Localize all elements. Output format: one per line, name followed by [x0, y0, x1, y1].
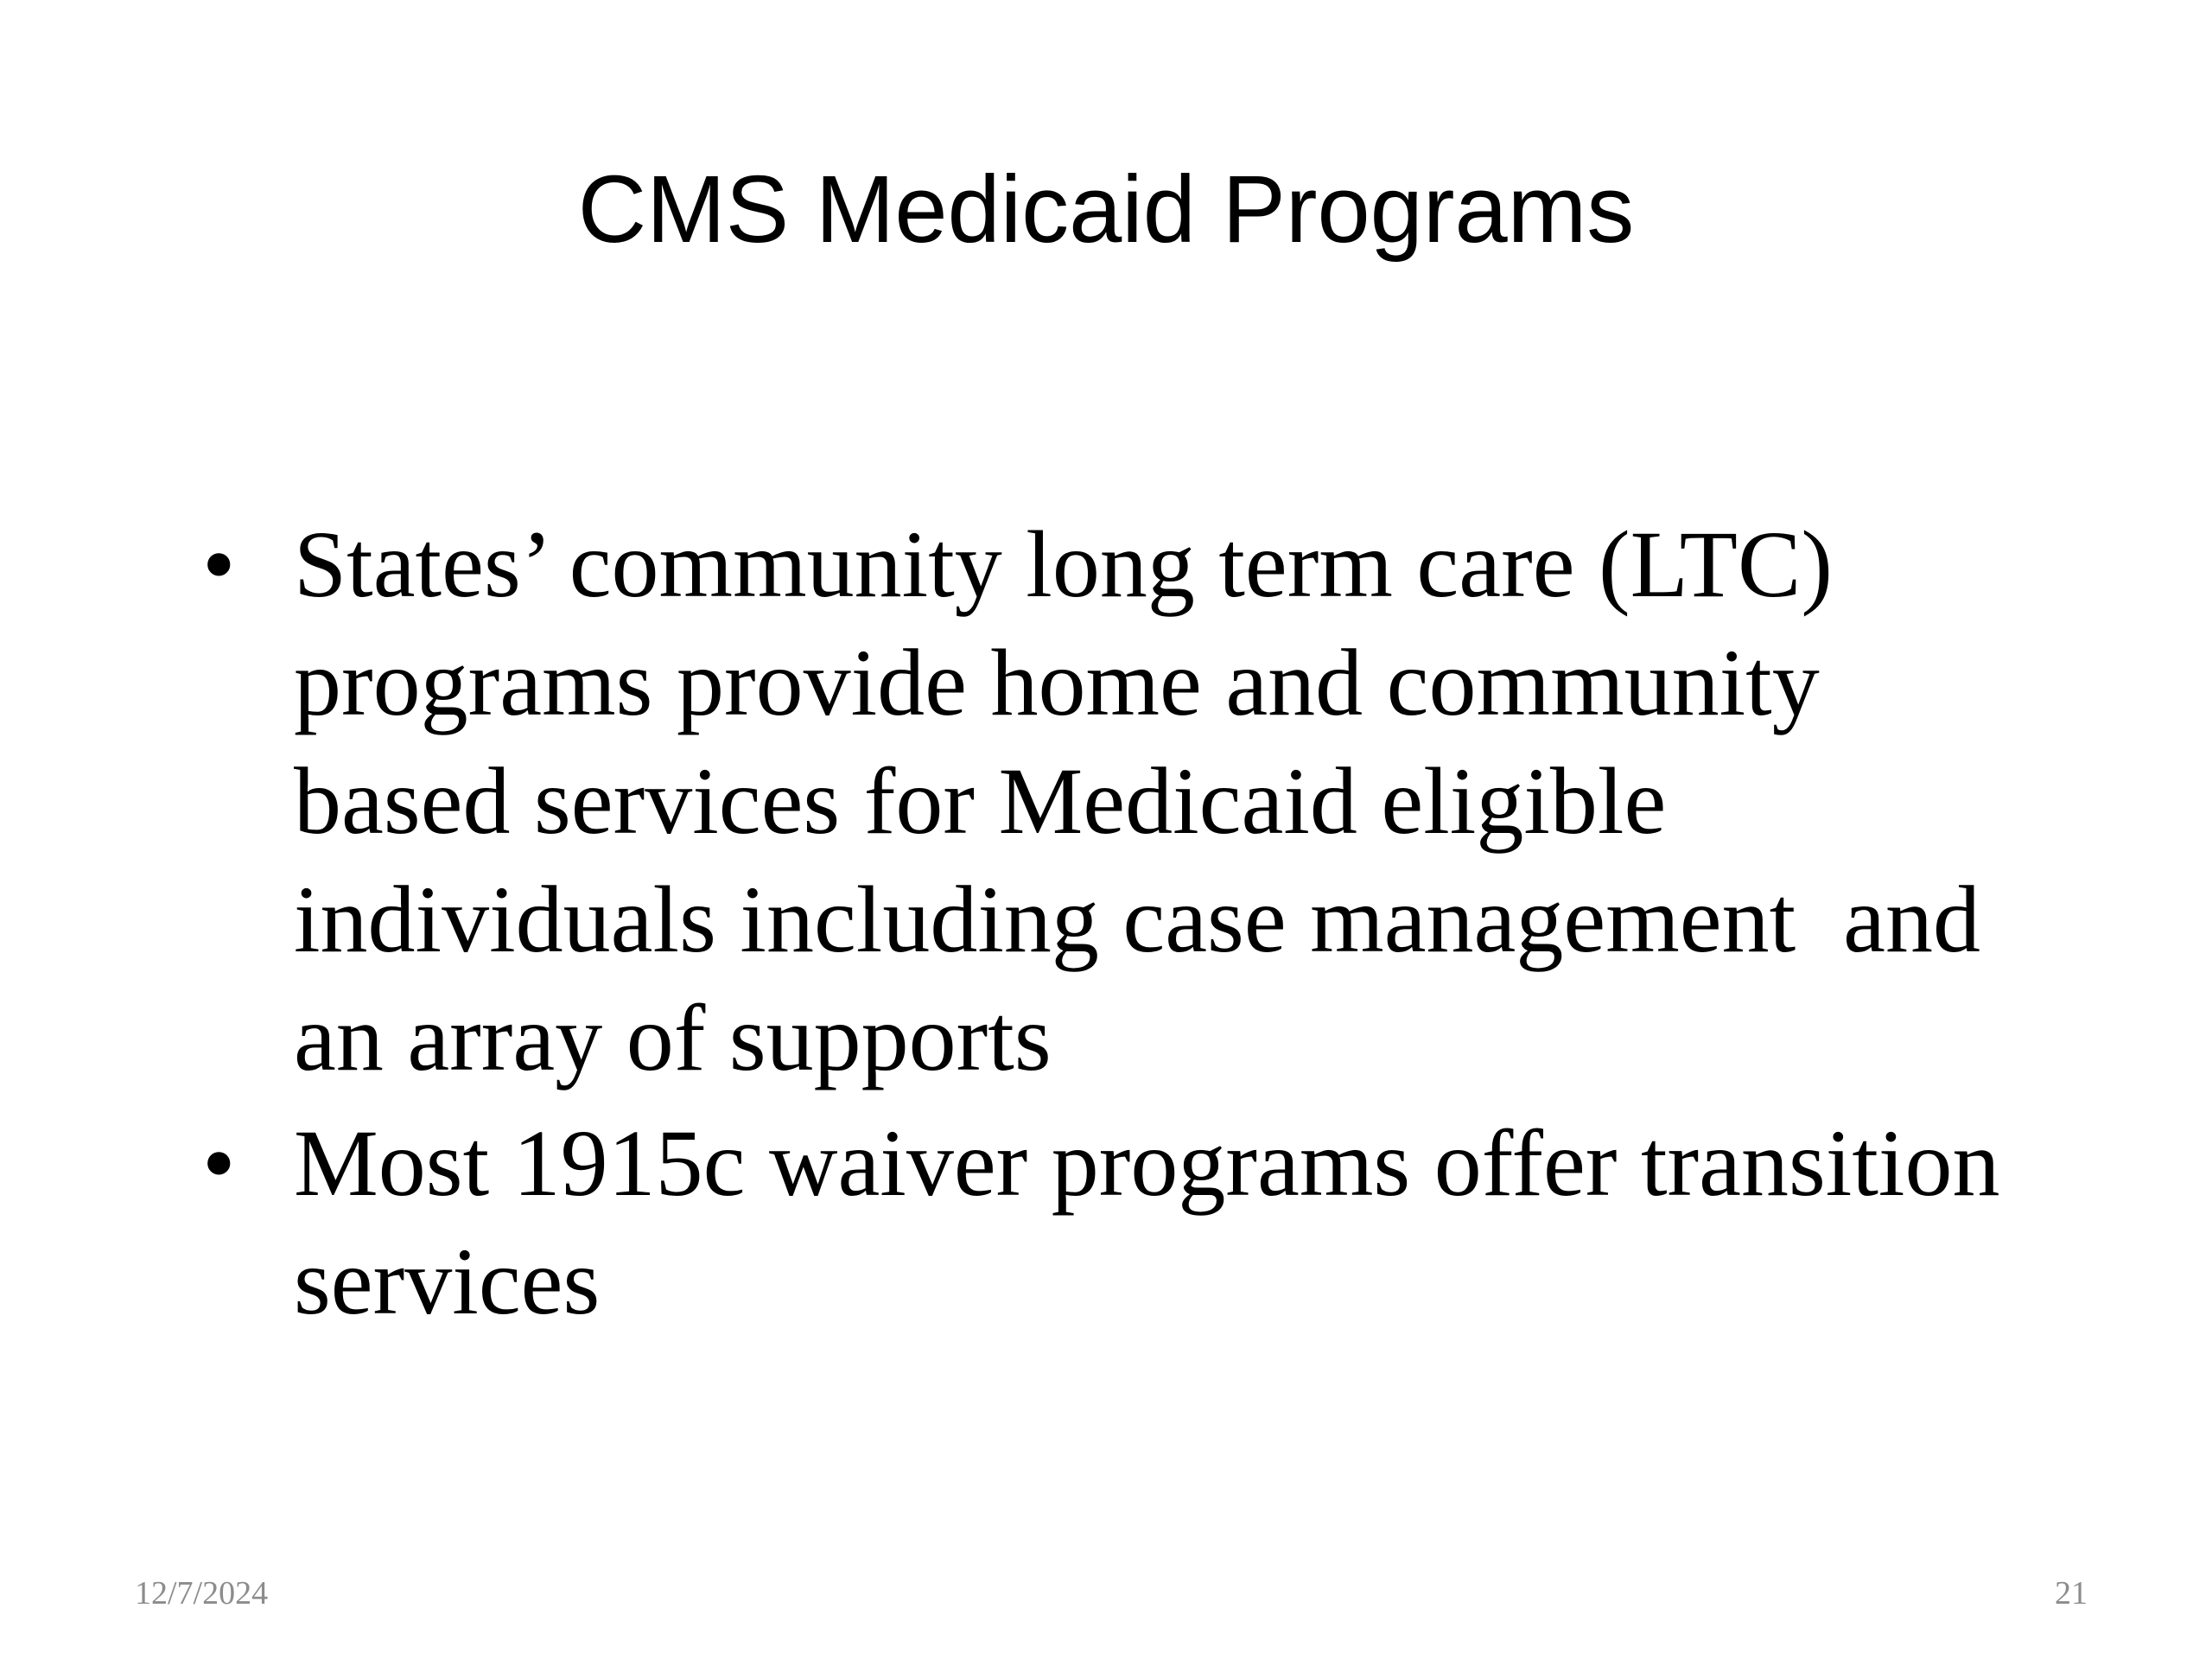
- bullet-list: [197, 505, 2141, 1348]
- bullet-icon: •: [202, 1110, 236, 1216]
- bullet-text-line: an array of supports: [294, 985, 1052, 1090]
- bullet-item: [197, 1104, 2141, 1341]
- bullet-item: [197, 505, 2141, 1097]
- bullet-text-line: services: [294, 1229, 601, 1334]
- bullet-text-line: programs provide home and community: [294, 630, 1820, 735]
- bullet-text-line: individuals including case management and: [294, 867, 1980, 972]
- bullet-text-line: based services for Medicaid eligible: [294, 748, 1667, 854]
- bullet-text-line: Most 1915c waiver programs offer transition: [294, 1110, 2000, 1216]
- bullet-text-line: States’ community long term care (LTC): [294, 512, 1833, 617]
- footer-date: 12/7/2024: [135, 1575, 269, 1611]
- slide-title: CMS Medicaid Programs: [577, 156, 1635, 263]
- page-number: 21: [2055, 1575, 2088, 1611]
- bullet-icon: •: [202, 512, 236, 617]
